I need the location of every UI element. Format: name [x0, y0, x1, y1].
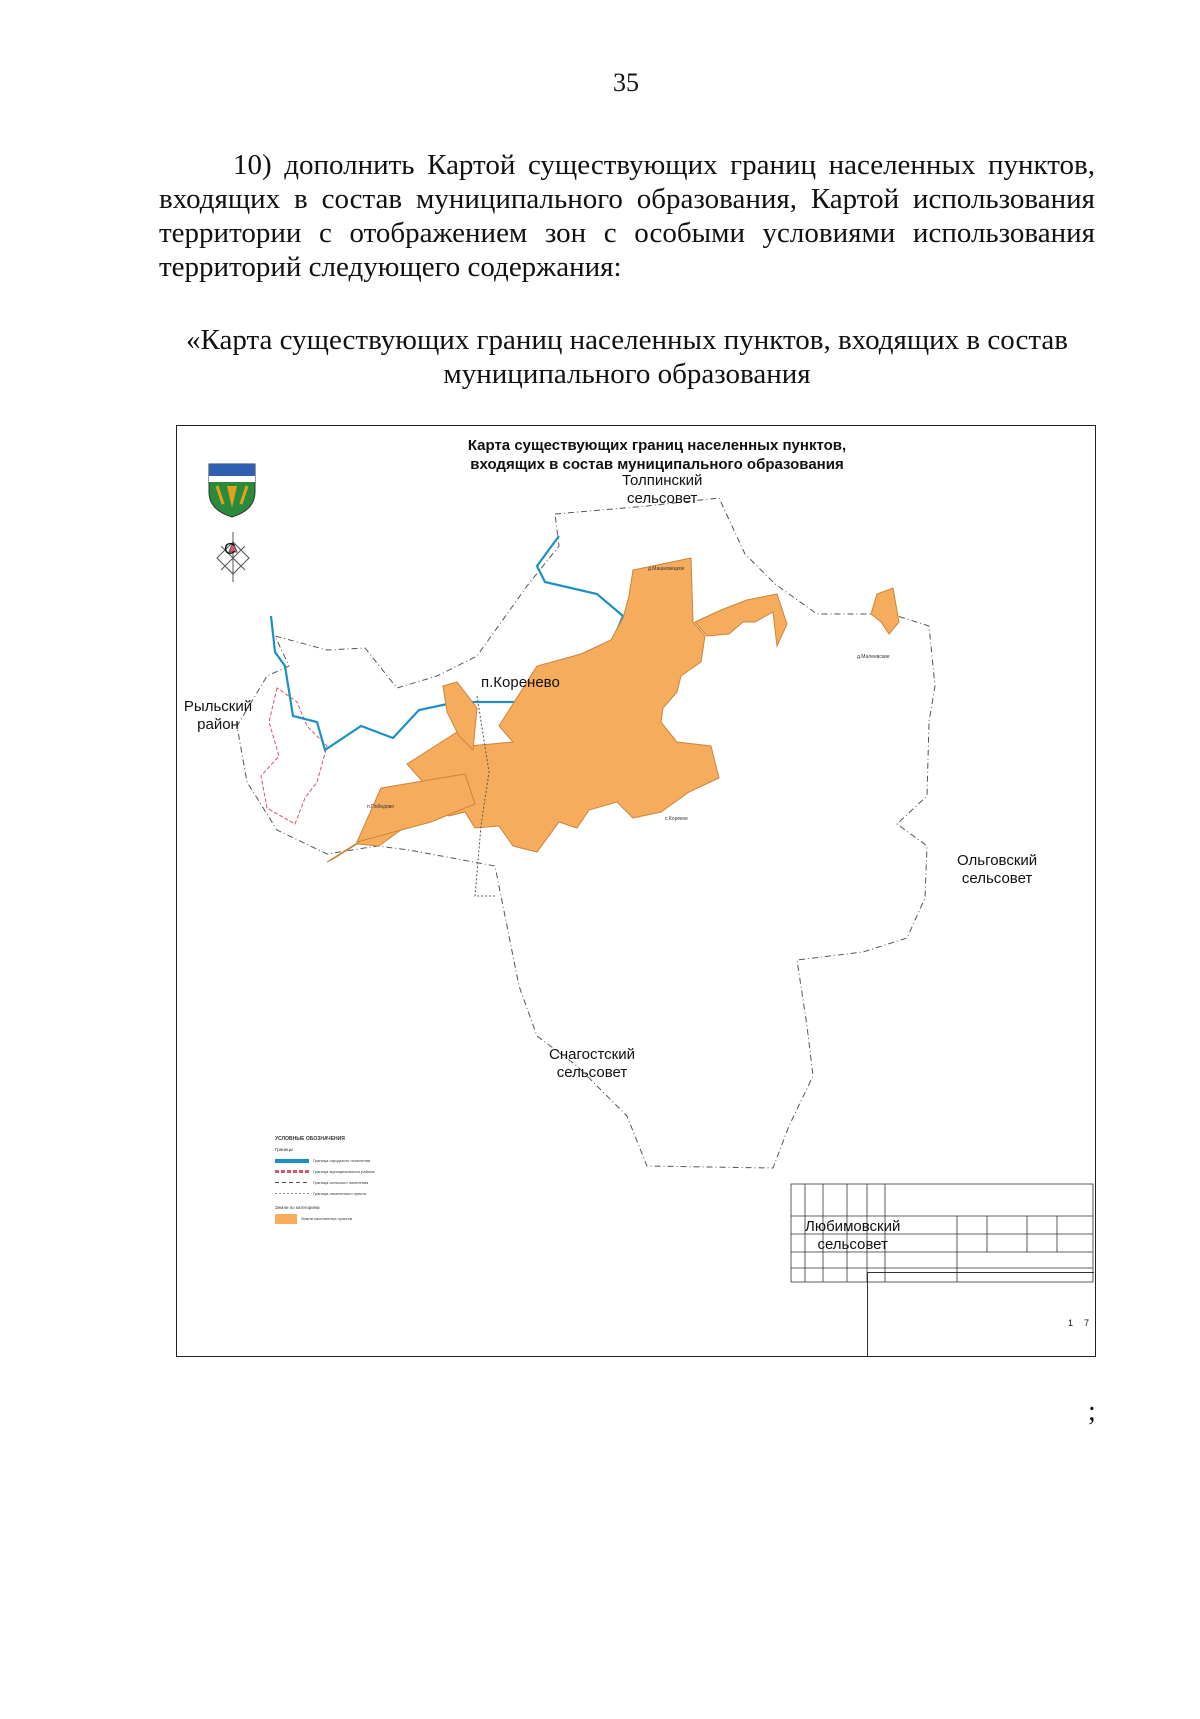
- label-tolpinsky-2: сельсовет: [626, 490, 698, 507]
- legend-swatch: [275, 1170, 309, 1173]
- label-lyubimovsky-2: сельсовет: [817, 1236, 888, 1253]
- map-legend: [275, 1136, 425, 1224]
- map-title-line2: входящих в состав муниципального образования: [470, 456, 844, 473]
- label-olgovsky-1: Ольговский: [957, 852, 1038, 869]
- north-label: С: [224, 541, 236, 558]
- label-south-village: с.Корекое: [665, 816, 688, 822]
- legend-item: [275, 1155, 425, 1166]
- label-west-village: п.Победово: [367, 804, 395, 810]
- map-heading: «Карта существующих границ населенных пунктов, входящих в состав муниципального образования: [186, 324, 1068, 390]
- legend-swatch: [275, 1159, 309, 1163]
- legend-item: [275, 1188, 425, 1199]
- trailing-semicolon: ;: [1088, 1396, 1096, 1427]
- label-tolpinsky-1: Толпинский: [622, 472, 703, 489]
- legend-swatch: [275, 1193, 309, 1194]
- legend-group-lands: Земли по категориям: [275, 1205, 320, 1210]
- legend-title: УСЛОВНЫЕ ОБОЗНАЧЕНИЯ: [275, 1136, 345, 1142]
- body-paragraph: 10) дополнить Картой существующих границ населенных пунктов, входящих в состав муниципального образования, Картой использования территории с отображением зон с особыми условиями использования территорий следующего содержания:: [159, 149, 1095, 283]
- legend-item-label: Граница населенного пункта: [313, 1191, 367, 1196]
- label-snagostsky-2: сельсовет: [556, 1064, 628, 1081]
- settlement-area-3: [695, 594, 787, 646]
- legend-swatch: [275, 1182, 309, 1183]
- legend-item-label: Граница муниципального района: [313, 1169, 375, 1174]
- legend-item-label: Граница сельского поселения: [313, 1180, 369, 1185]
- label-east-village: д.Малеевские: [857, 654, 890, 660]
- map-title-line1: Карта существующих границ населенных пунктов,: [467, 437, 847, 454]
- legend-item-label: Земли населенных пунктов: [301, 1216, 352, 1221]
- label-rylsky-1: Рыльский: [183, 698, 253, 715]
- title-block-stamp: [867, 1272, 1094, 1356]
- legend-item-label: Граница городского поселения: [313, 1158, 371, 1163]
- legend-swatch: [275, 1214, 297, 1224]
- label-snagostsky-1: Снагостский: [549, 1046, 635, 1063]
- coat-of-arms-icon: [209, 464, 255, 517]
- sheet-number: 1: [1068, 1318, 1074, 1328]
- label-korenevo: п.Коренево: [481, 674, 560, 691]
- legend-item: [275, 1213, 425, 1224]
- label-top-village: д.Машковецкое: [648, 566, 685, 572]
- label-lyubimovsky-1: Любимовский: [805, 1218, 901, 1235]
- sheet-count: 7: [1084, 1318, 1090, 1328]
- rylsky-boundary: [261, 688, 327, 824]
- legend-group-boundaries: Границы: [275, 1147, 293, 1152]
- label-olgovsky-2: сельсовет: [961, 870, 1033, 887]
- map-frame: [176, 425, 1096, 1357]
- settlement-area-4: [871, 588, 899, 634]
- legend-item: [275, 1166, 425, 1177]
- legend-item: [275, 1177, 425, 1188]
- page-number: 35: [613, 68, 639, 97]
- label-rylsky-2: район: [197, 716, 239, 733]
